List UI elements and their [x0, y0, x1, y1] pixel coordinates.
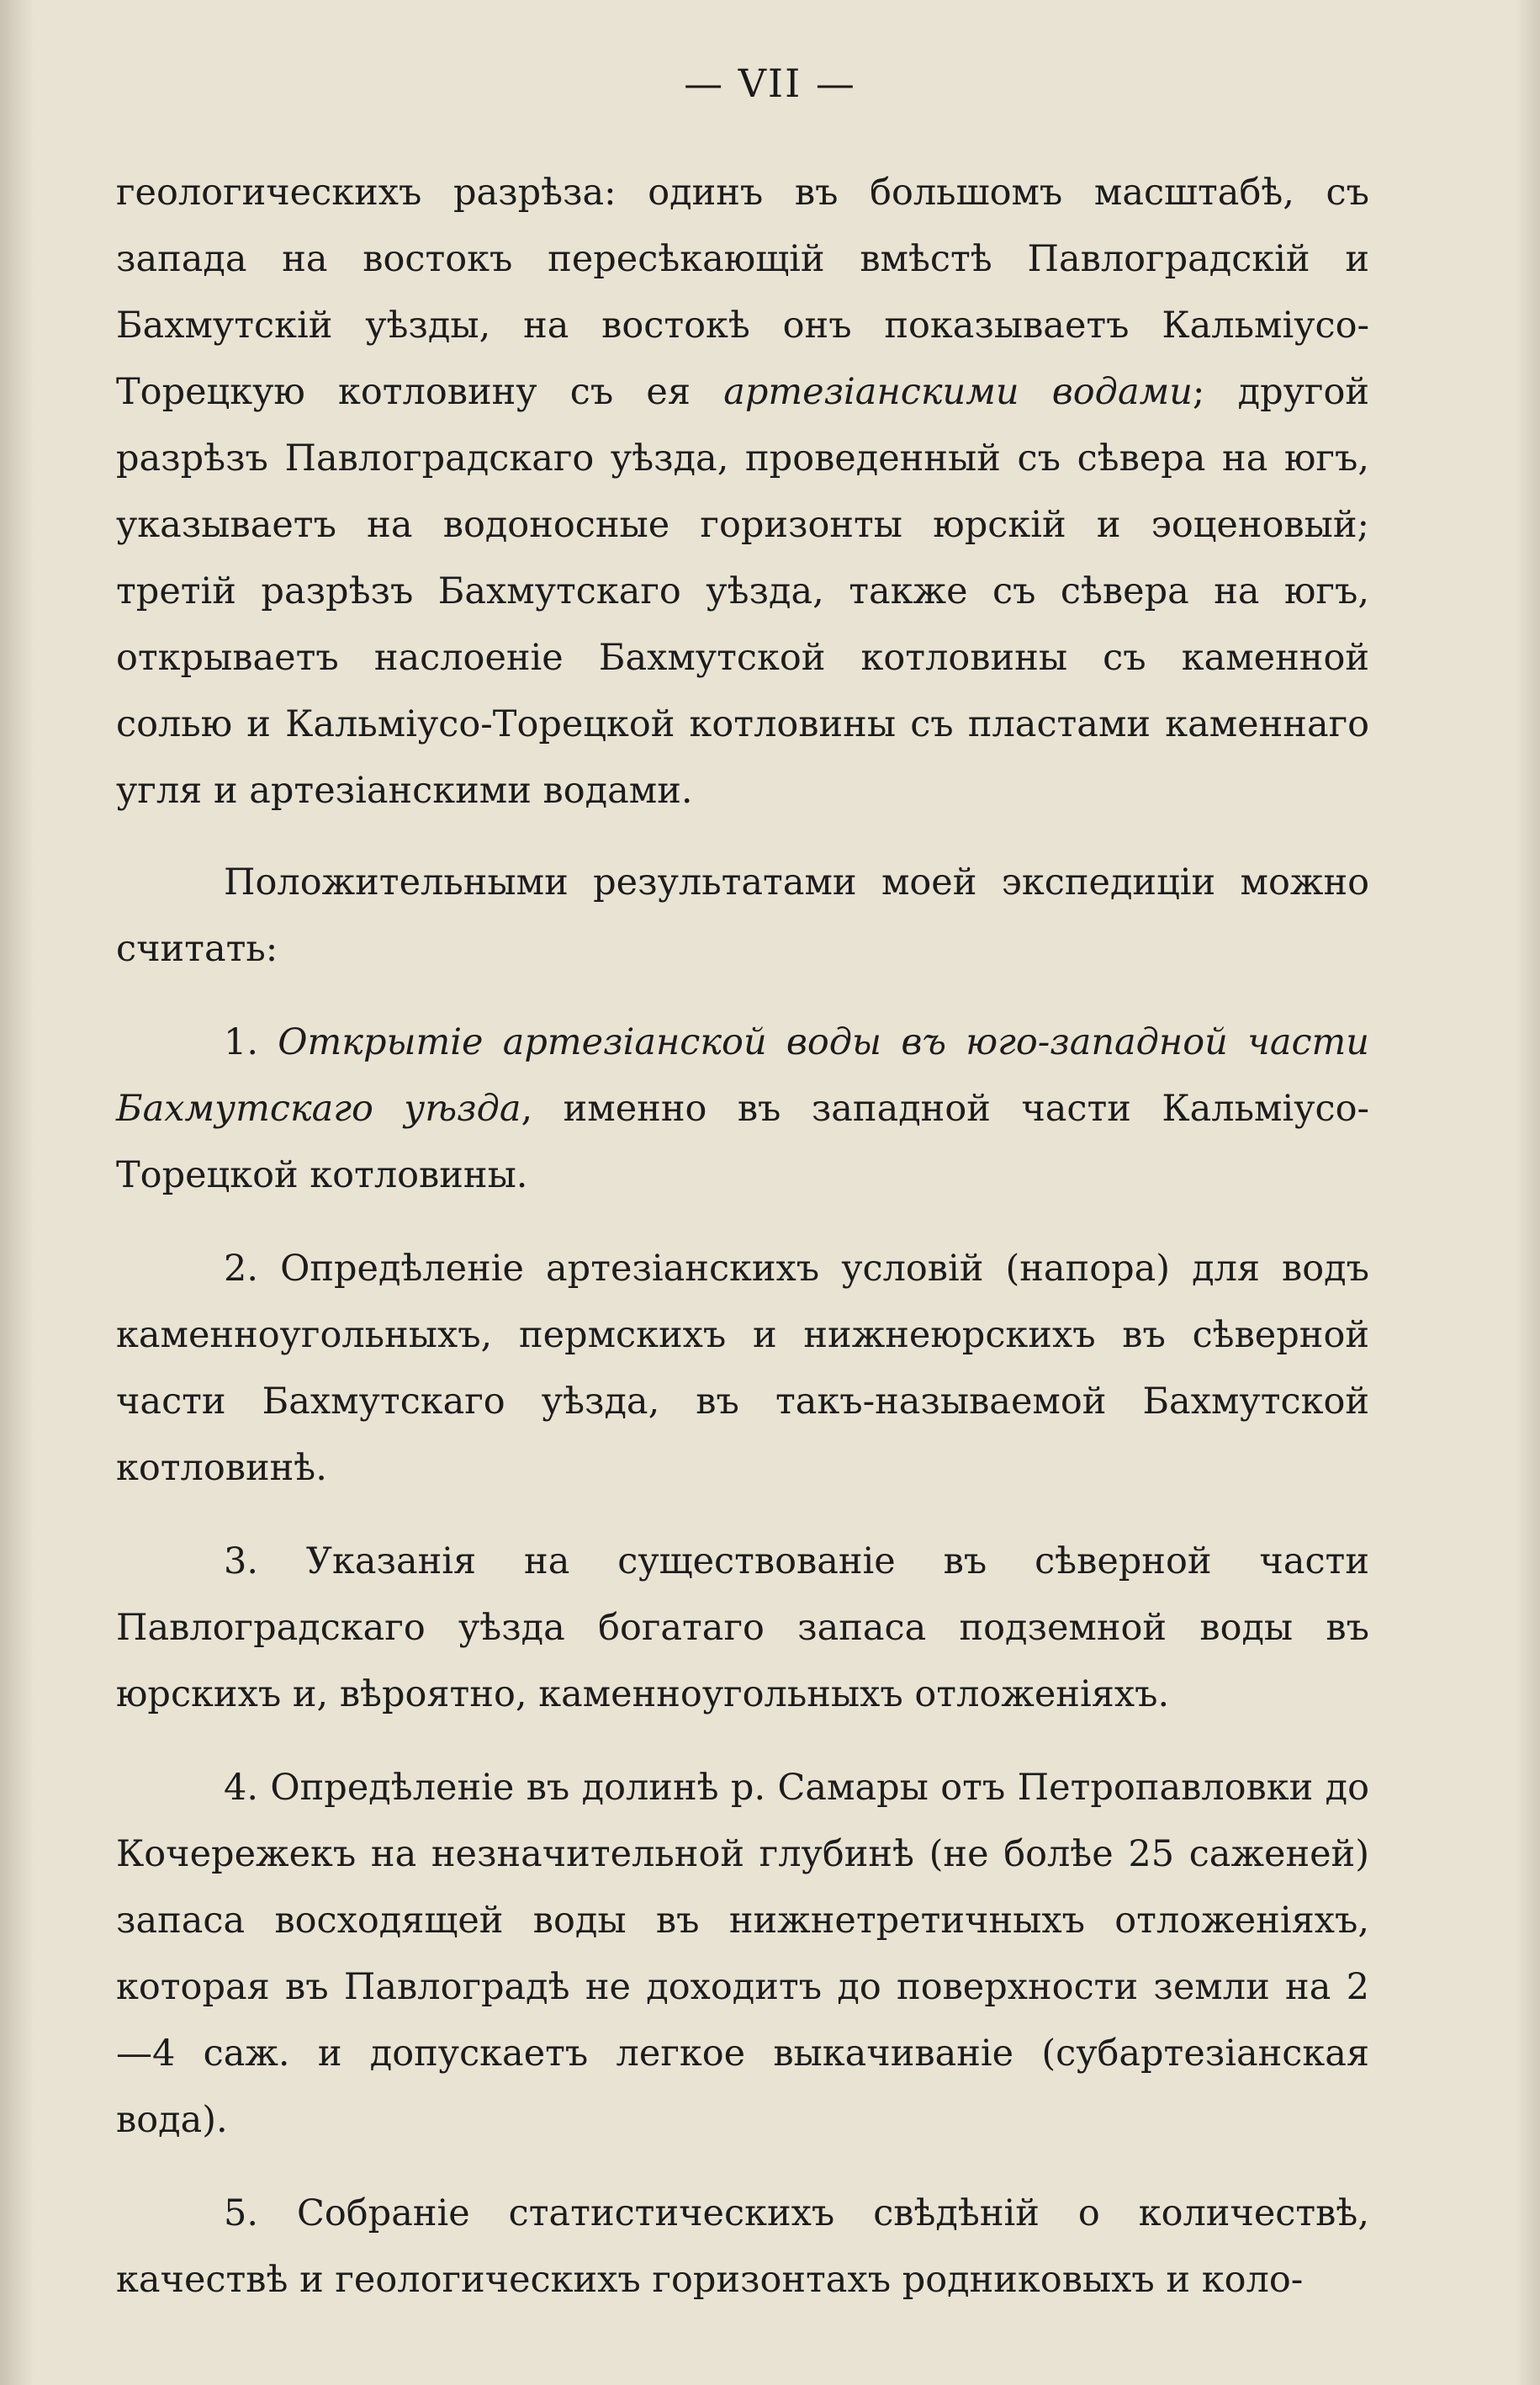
paragraph-text-rest: ; другой разрѣзъ Павлоградскаго уѣзда, проведенный съ сѣвера на югъ, указываетъ на водоносные горизонты юрскій и эоценовый; третій разрѣзъ Бахмутскаго уѣзда, также съ сѣвера на югъ, открываетъ наслоеніе Бахмутской котловины съ каменной солью и Кальміусо-Торецкой котловины съ пластами каменнаго угля и артезіанскими водами.	[116, 371, 1369, 812]
paragraph-text: геологическихъ разрѣза: одинъ въ большомъ масштабѣ, съ запада на востокъ пересѣкающій вмѣстѣ Павлоградскій и Бахмутскій уѣзды, на востокѣ онъ показываетъ Кальміусо-Торецкую котловину съ ея	[116, 172, 1369, 413]
paragraph-text-rest: , именно въ западной части Кальміусо-Торецкой котловины.	[116, 1088, 1369, 1196]
page-body	[116, 160, 1369, 2340]
paragraph-text: Положительными результатами моей экспедиціи можно считать:	[116, 861, 1369, 970]
list-item-5	[116, 2181, 1369, 2313]
paragraph-text: 3. Указанія на существованіе въ сѣверной части Павлоградскаго уѣзда богатаго запаса подземной воды въ юрскихъ и, вѣроятно, каменноугольныхъ отложеніяхъ.	[116, 1540, 1369, 1715]
paragraph-text: 5. Собраніе статистическихъ свѣдѣній о количествѣ, качествѣ и геологическихъ горизонтахъ родниковыхъ и коло-	[116, 2192, 1369, 2301]
italic-phrase: артезіанскими водами	[723, 371, 1193, 413]
paragraph-continuation	[116, 160, 1369, 824]
list-item-3	[116, 1529, 1369, 1728]
page-number: — VII —	[684, 61, 856, 106]
list-item-2	[116, 1236, 1369, 1502]
list-item-4	[116, 1755, 1369, 2154]
paragraph-text: 2. Опредѣленіе артезіанскихъ условій (напора) для водъ каменноугольныхъ, пермскихъ и нижнеюрскихъ въ сѣверной части Бахмутскаго уѣзда, въ такъ-называемой Бахмутской котловинѣ.	[116, 1248, 1369, 1489]
paragraph-results-intro	[116, 850, 1369, 983]
list-item-1	[116, 1010, 1369, 1209]
list-item-number: 1.	[224, 1021, 278, 1063]
paragraph-text: 4. Опредѣленіе въ долинѣ р. Самары отъ Петропавловки до Кочережекъ на незначительной глубинѣ (не болѣе 25 саженей) запаса восходящей воды въ нижнетретичныхъ отложеніяхъ, которая въ Павлоградѣ не доходитъ до поверхности земли на 2—4 саж. и допускаетъ легкое выкачиваніе (субартезіанская вода).	[116, 1767, 1369, 2141]
italic-phrase: Открытіе артезіанской воды въ юго-западной части Бахмутскаго уѣзда	[116, 1021, 1370, 1130]
